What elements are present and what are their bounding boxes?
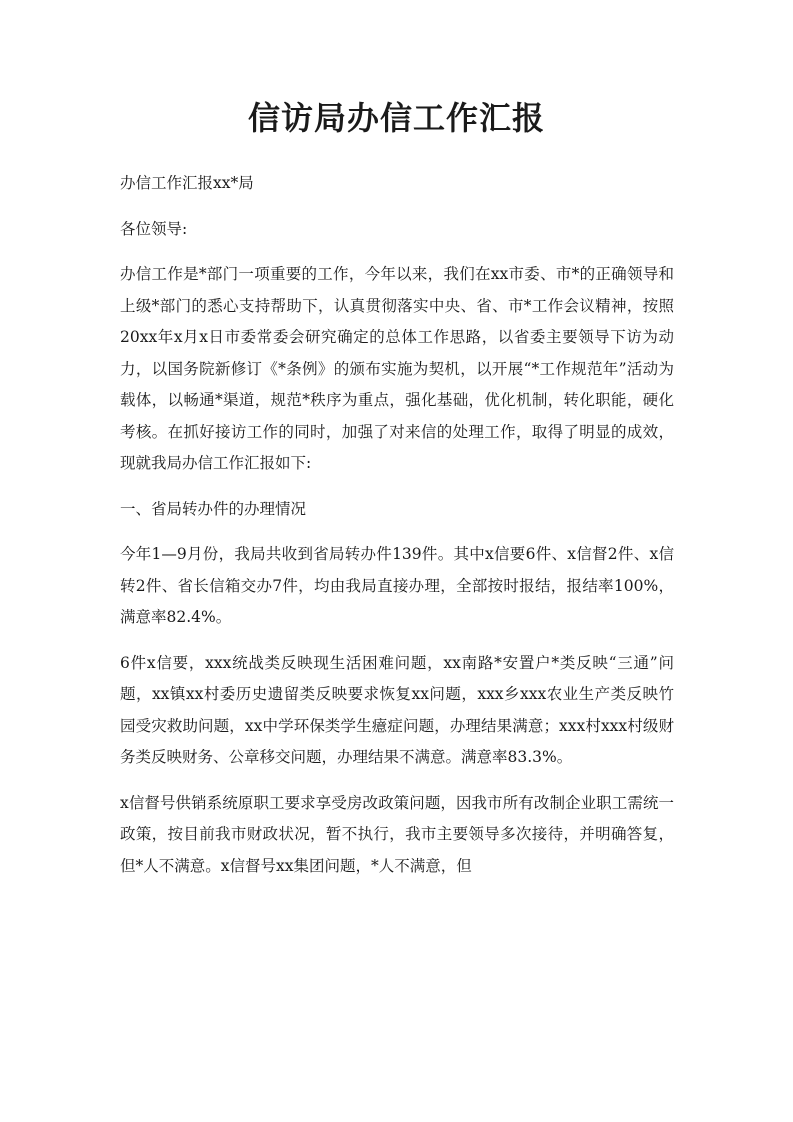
paragraph-summary: 今年1—9月份，我局共收到省局转办件139件。其中x信要6件、x信督2件、x信转2件、省长信箱交办7件，均由我局直接办理，全部按时报结，报结率100%，满意率82.4%。 bbox=[120, 545, 674, 626]
paragraph-salutation: 各位领导: bbox=[120, 219, 188, 238]
document-body bbox=[120, 168, 674, 896]
document-title: 信访局办信工作汇报 bbox=[247, 99, 545, 137]
section-heading-1: 一、省局转办件的办理情况 bbox=[120, 499, 307, 518]
paragraph-xinyao: 6件x信要，xxx统战类反映现生活困难问题，xx南路*安置户*类反映“三通”问题，xx镇xx村委历史遗留类反映要求恢复xx问题，xxx乡xxx农业生产类反映竹园受灾救助问题，xx中学环保类学生癔症问题，办理结果满意；xxx村xxx村级财务类反映财务、公章移交问题，办理结果不满意。满意率83.3%。 bbox=[120, 653, 674, 766]
paragraph-intro: 办信工作是*部门一项重要的工作，今年以来，我们在xx市委、市*的正确领导和上级*部门的悉心支持帮助下，认真贯彻落实中央、省、市*工作会议精神，按照20xx年x月x日市委常委会研究确定的总体工作思路，以省委主要领导下访为动力，以国务院新修订《*条例》的颁布实施为契机，以开展“*工作规范年”活动为载体，以畅通*渠道，规范*秩序为重点，强化基础，优化机制，转化职能，硬化考核。在抓好接访工作的同时，加强了对来信的处理工作，取得了明显的成效，现就我局办信工作汇报如下: bbox=[120, 265, 674, 472]
paragraph-heading-line: 办信工作汇报xx*局 bbox=[120, 174, 254, 192]
paragraph-xindu: x信督号供销系统原职工要求享受房改政策问题，因我市所有改制企业职工需统一政策，按目前我市财政状况，暂不执行，我市主要领导多次接待，并明确答复，但*人不满意。x信督号xx集团问题，*人不满意，但 bbox=[120, 793, 674, 875]
